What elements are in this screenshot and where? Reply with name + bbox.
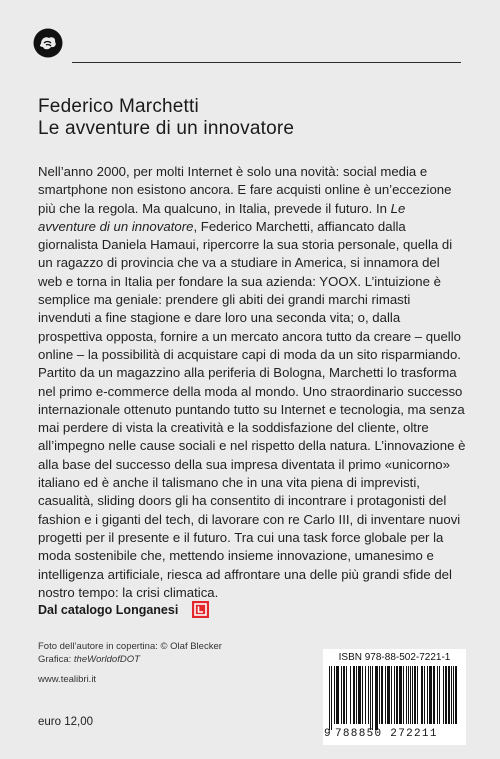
catalog-label: Dal catalogo Longanesi (38, 603, 179, 617)
barcode-bar (406, 666, 407, 724)
header-rule (72, 62, 461, 63)
graphics-credit-prefix: Grafica: (38, 654, 74, 665)
barcode-box (323, 649, 466, 745)
barcode-icon (329, 666, 460, 730)
publisher-logo (33, 28, 63, 58)
blurb-italic-title: Le avventure di un innovatore (38, 200, 406, 234)
barcode-first-digit: 9 (324, 728, 331, 740)
barcode-bar (375, 666, 378, 730)
credits (38, 640, 222, 666)
barcode-bar (368, 666, 369, 724)
barcode-bar (387, 666, 390, 724)
barcode-bar (379, 666, 380, 724)
barcode-bar (346, 666, 347, 724)
back-cover-blurb (38, 163, 466, 602)
barcode-bar (433, 666, 435, 724)
barcode-bar (365, 666, 366, 724)
barcode-bar (451, 666, 452, 724)
tea-publisher-logo-icon (33, 28, 63, 58)
barcode-bar (350, 666, 351, 724)
barcode-bar (399, 666, 402, 724)
barcode-bar (424, 666, 425, 724)
barcode-bar (334, 666, 335, 724)
longanesi-logo-icon (192, 601, 209, 618)
barcode-bar (341, 666, 342, 724)
barcode-bar (412, 666, 413, 724)
barcode-bar (445, 666, 447, 724)
price: euro 12,00 (38, 716, 93, 728)
barcode-bar (417, 666, 418, 724)
barcode-bar (381, 666, 383, 724)
barcode-digits: 788850 272211 (335, 728, 438, 740)
barcode-bar (403, 666, 404, 724)
barcode-bar (394, 666, 395, 724)
barcode-bar (331, 666, 332, 730)
barcode-bar (356, 666, 357, 724)
graphics-credit (38, 653, 222, 666)
barcode-bar (443, 666, 444, 724)
barcode-bar (448, 666, 450, 724)
website-link[interactable]: www.tealibri.it (38, 674, 97, 685)
barcode-bar (336, 666, 339, 724)
isbn-text: ISBN 978-88-502-7221-1 (338, 652, 451, 663)
barcode-bar (343, 666, 345, 724)
barcode-bar (427, 666, 428, 724)
barcode-bar (385, 666, 386, 724)
barcode-bar (421, 666, 423, 724)
barcode-bar (391, 666, 392, 724)
barcode-bar (372, 666, 373, 730)
book-author: Federico Marchetti (38, 96, 199, 117)
barcode-bar (396, 666, 398, 724)
barcode-bar (410, 666, 411, 724)
book-title: Le avventure di un innovatore (38, 118, 295, 139)
catalog-logo (192, 601, 209, 618)
blurb-text-2: , Federico Marchetti, affiancato dalla giornalista Daniela Hamaui, ripercorre la sua storia personale, quella di un ragazzo di provincia che va a studiare in America, si innamora del web e torna in Italia per fondare la sua azienda: YOOX. L’intuizione è semplice ma geniale: prendere gli abiti dei grandi marchi rimasti invenduti a fine stagione e dare loro una seconda vita; o, dalla prospettiva opposta, fornire a un mercato ancora tutto da creare – quello online – la possibilità di acquistare capi di moda da un sito risparmiando. Partito da un magazzino alla periferia di Bologna, Marchetti lo trasforma nel primo e-commerce della moda al mondo. Uno straordinario successo internazionale ottenuto puntando tutto su Internet e tecnologia, ma senza mai perdere di vista la creatività e la soddisfazione del cliente, oltre all’impegno nelle cause sociali e nel rispetto della natura. L’innovazione è alla base del successo della sua impresa diventata il primo «unicorno» italiano ed è anche il talismano che in una vita piena di imprevisti, casualità, sliding doors gli ha consentito di incontrare i protagonisti del fashion e i giganti del tech, di lavorare con re Carlo III, di inventare nuovi progetti per il presente e il futuro. Tra cui una task force globale per la moda sostenibile che, mettendo insieme innovazione, umanesimo e intelligenza artificiale, riesca ad affrontare una delle più grandi sfide del nostro tempo: la crisi climatica. (38, 218, 466, 600)
barcode-bar (439, 666, 440, 724)
barcode-bar (370, 666, 371, 730)
barcode-bar (429, 666, 432, 724)
photo-credit: Foto dell’autore in copertina: © Olaf Blecker (38, 641, 222, 652)
barcode-bar (329, 666, 330, 730)
barcode-bar (408, 666, 409, 724)
barcode-bar (455, 666, 457, 724)
barcode-bar (453, 666, 454, 724)
barcode-bar (414, 666, 416, 724)
barcode-bar (362, 666, 363, 724)
barcode-bar (353, 666, 355, 724)
blurb-text-1: Nell’anno 2000, per molti Internet è solo una novità: social media e smartphone non esistono ancora. E fare acquisti online è un’eccezione più che la regola. Ma qualcuno, in Italia, prevede il futuro. In (38, 164, 452, 216)
barcode-bar (358, 666, 361, 724)
barcode-bar (437, 666, 438, 724)
graphics-credit-name: theWorldofDOT (73, 654, 140, 665)
